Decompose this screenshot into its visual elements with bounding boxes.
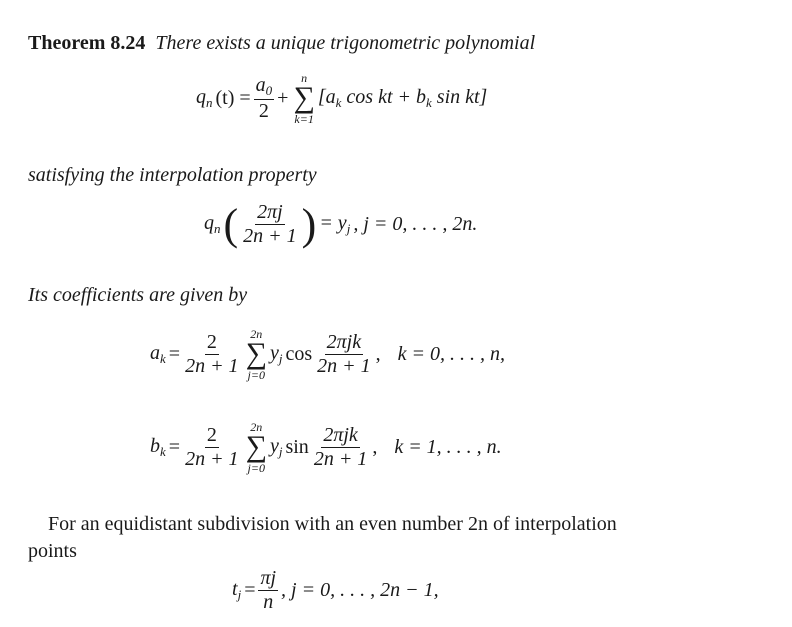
- formula-ak-range: k = 0, . . . , n,: [397, 342, 506, 365]
- formula-qn-plus: +: [277, 86, 289, 109]
- formula-interp-lhs: $q_n$: [204, 212, 221, 236]
- right-paren: ): [301, 199, 317, 249]
- formula-ak-eq: =: [168, 342, 181, 365]
- left-paren: (: [223, 199, 239, 249]
- formula-bk-arg: $\frac{\text{2πjk}}{2n + 1}$: [313, 423, 368, 470]
- paragraph-line-2: points: [28, 540, 77, 562]
- formula-bk-comma: ,: [372, 435, 378, 458]
- formula-qn-frac: $\frac{a_0}{2}$: [255, 73, 273, 122]
- formula-tj-range: , j = 0, . . . , 2n − 1,: [281, 579, 439, 601]
- formula-ak-frac: $\frac{2}{2n + 1}$: [185, 330, 239, 377]
- formula-bk-sum: 2n ∑ j=0: [245, 420, 267, 475]
- formula-bk: [150, 421, 505, 474]
- formula-bk-range: k = 1, . . . , n.: [394, 435, 502, 458]
- theorem-text: There exists a unique trigonometric polynomial: [155, 32, 536, 54]
- text-coefficients: Its coefficients are given by: [28, 284, 248, 306]
- formula-tj: [232, 568, 442, 613]
- formula-ak-y: $y_j$: [269, 341, 283, 366]
- formula-interp-rhs: = $y_j$: [319, 212, 351, 236]
- formula-ak-func: cos: [285, 342, 313, 365]
- formula-ak-arg: $\frac{\text{2πjk}}{2n + 1}$: [317, 330, 371, 377]
- formula-qn-lhs: $q_n$: [196, 85, 213, 110]
- paragraph-line-1: For an equidistant subdivision with an even number 2n of interpolation: [48, 513, 617, 535]
- formula-interp-frac: $\frac{2\pi j}{2n + 1}$: [243, 201, 297, 247]
- formula-bk-y: $y_j$: [269, 434, 283, 459]
- formula-tj-frac: $\frac{\pi j}{n}$: [260, 567, 277, 613]
- formula-interp-range: , j = 0, . . . , 2n.: [353, 213, 478, 235]
- theorem-label: Theorem 8.24: [28, 32, 146, 54]
- formula-qn-body: [$a_k$ cos kt + $b_k$ sin kt]: [317, 85, 488, 110]
- formula-tj-eq: =: [244, 579, 256, 601]
- formula-ak: [150, 328, 508, 381]
- formula-tj-lhs: $t_j$: [232, 578, 242, 602]
- formula-bk-lhs: $b_k$: [150, 434, 166, 459]
- formula-qn: [196, 72, 490, 125]
- formula-bk-func: sin: [285, 435, 309, 458]
- formula-interp: [204, 199, 480, 249]
- formula-bk-frac: $\frac{2}{2n + 1}$: [185, 423, 239, 470]
- formula-ak-comma: ,: [375, 342, 381, 365]
- text-satisfying: satisfying the interpolation property: [28, 164, 317, 186]
- formula-ak-lhs: $a_k$: [150, 341, 166, 366]
- formula-qn-sum: n ∑ k=1: [293, 71, 315, 126]
- formula-qn-arg: (t) =: [215, 86, 251, 109]
- formula-bk-eq: =: [168, 435, 181, 458]
- formula-ak-sum: 2n ∑ j=0: [245, 327, 267, 382]
- theorem-statement: [28, 32, 535, 55]
